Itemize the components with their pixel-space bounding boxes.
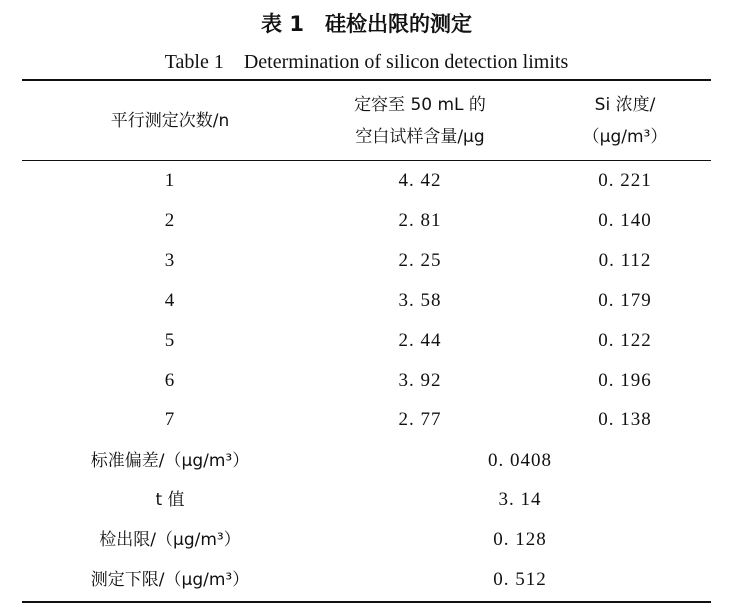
header-si-concentration-line1: Si 浓度/ (594, 95, 656, 115)
row-2-concentration: 0. 140 (598, 210, 652, 231)
summary-std-dev-label: 标准偏差/（μg/m³） (90, 451, 250, 471)
row-4-content: 3. 58 (398, 290, 442, 311)
summary-std-dev-value: 0. 0408 (488, 450, 552, 471)
row-2-trial: 2 (164, 210, 176, 231)
row-7-trial: 7 (164, 409, 176, 430)
row-5-content: 2. 44 (398, 330, 442, 351)
bottom-rule (22, 601, 711, 603)
summary-detection-limit-label: 检出限/（μg/m³） (99, 530, 241, 550)
summary-quantitation-limit-label: 测定下限/（μg/m³） (90, 570, 250, 590)
table-title-cn: 表 1 硅检出限的测定 (261, 12, 472, 36)
row-1-content: 4. 42 (398, 170, 442, 191)
summary-t-value-label: t 值 (155, 490, 185, 510)
summary-quantitation-limit-value: 0. 512 (493, 569, 547, 590)
header-si-concentration-line2: （μg/m³） (582, 127, 668, 147)
row-1-trial: 1 (164, 170, 176, 191)
row-7-content: 2. 77 (398, 409, 442, 430)
row-3-content: 2. 25 (398, 250, 442, 271)
header-rule (22, 160, 711, 161)
row-6-trial: 6 (164, 370, 176, 391)
row-3-concentration: 0. 112 (598, 250, 652, 271)
header-trial-count: 平行测定次数/n (110, 111, 230, 131)
row-2-content: 2. 81 (398, 210, 442, 231)
row-4-concentration: 0. 179 (598, 290, 652, 311)
header-blank-content-line1: 定容至 50 mL 的 (354, 95, 486, 115)
row-5-trial: 5 (164, 330, 176, 351)
row-3-trial: 3 (164, 250, 176, 271)
top-rule (22, 79, 711, 81)
row-6-concentration: 0. 196 (598, 370, 652, 391)
row-4-trial: 4 (164, 290, 176, 311)
row-1-concentration: 0. 221 (598, 170, 652, 191)
row-7-concentration: 0. 138 (598, 409, 652, 430)
row-5-concentration: 0. 122 (598, 330, 652, 351)
summary-detection-limit-value: 0. 128 (493, 529, 547, 550)
table-title-en: Table 1 Determination of silicon detection limits (164, 51, 569, 73)
row-6-content: 3. 92 (398, 370, 442, 391)
summary-t-value-value: 3. 14 (498, 489, 542, 510)
header-blank-content-line2: 空白试样含量/μg (355, 127, 485, 147)
